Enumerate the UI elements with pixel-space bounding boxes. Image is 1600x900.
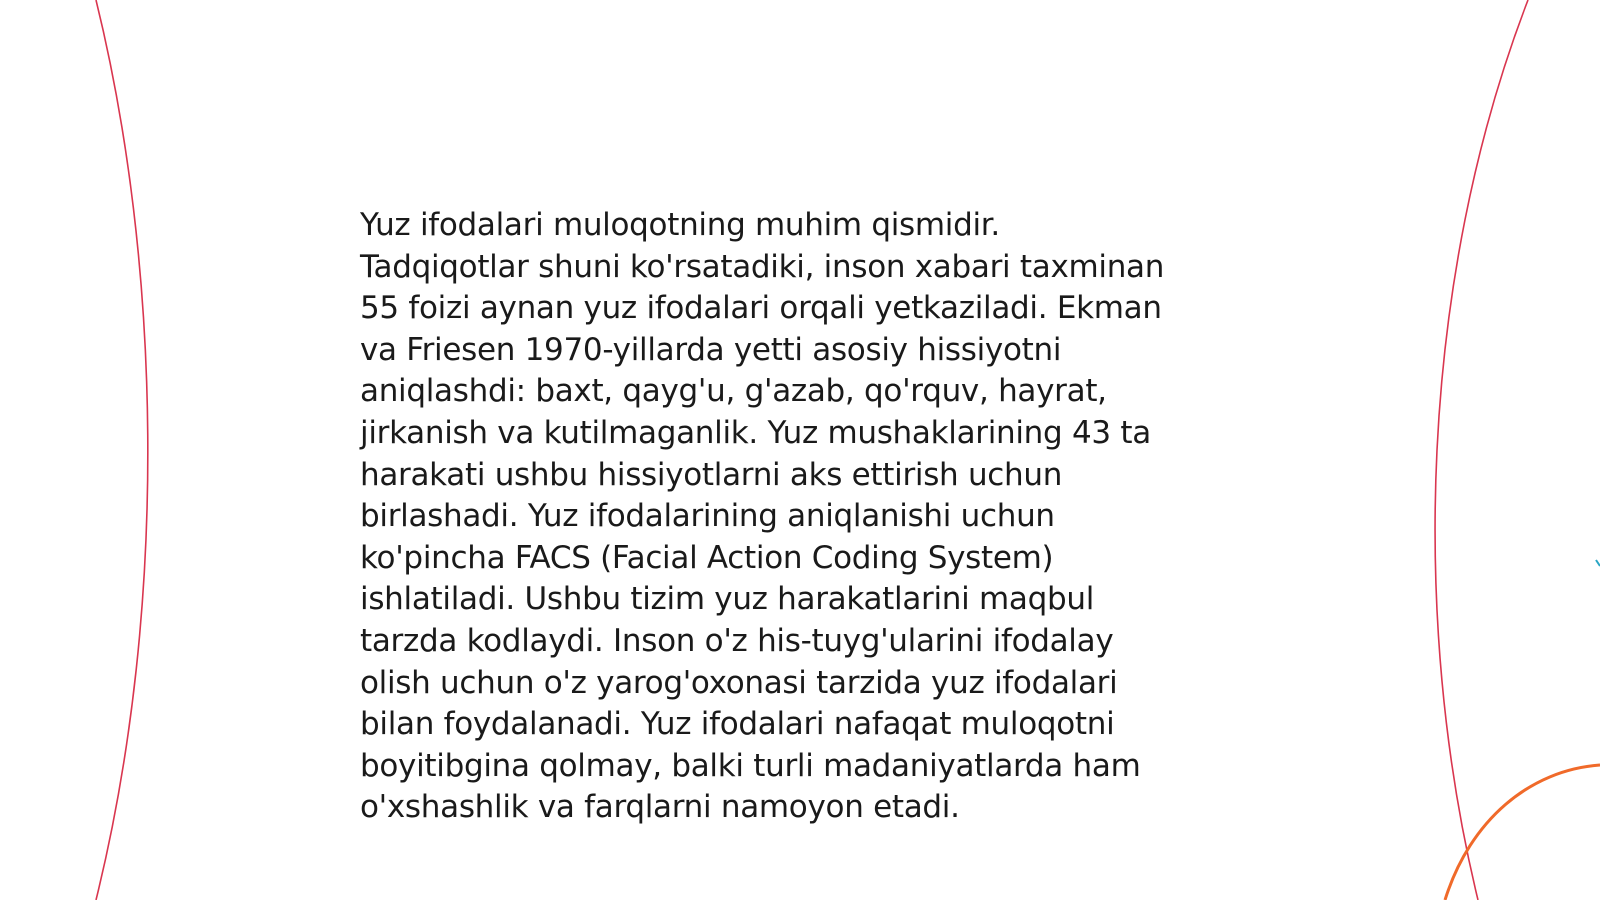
right-curve-line bbox=[1435, 0, 1528, 900]
teal-accent-mark bbox=[1596, 560, 1600, 566]
left-curve-line bbox=[96, 0, 148, 900]
slide-body-text: Yuz ifodalari muloqotning muhim qismidir. Tadqiqotlar shuni ko'rsatadiki, inson xabari taxminan 55 foizi aynan yuz ifodalari orqali yetkaziladi. Ekman va Friesen 1970-yillarda yetti asosiy hissiyotni aniqlashdi: baxt, qayg'u, g'azab, qo'rquv, hayrat, jirkanish va kutilmaganlik. Yuz mushaklarining 43 ta harakati ushbu hissiyotlarni aks ettirish uchun birlashadi. Yuz ifodalarining aniqlanishi uchun ko'pincha FACS (Facial Action Coding System) ishlatiladi. Ushbu tizim yuz harakatlarini maqbul tarzda kodlaydi. Inson o'z his-tuyg'ularini ifodalay olish uchun o'z yarog'oxonasi tarzida yuz ifodalari bilan foydalanadi. Yuz ifodalari nafaqat muloqotni boyitibgina qolmay, balki turli madaniyatlarda ham o'xshashlik va farqlarni namoyon etadi. bbox=[360, 207, 1165, 826]
orange-arc bbox=[1445, 765, 1600, 900]
